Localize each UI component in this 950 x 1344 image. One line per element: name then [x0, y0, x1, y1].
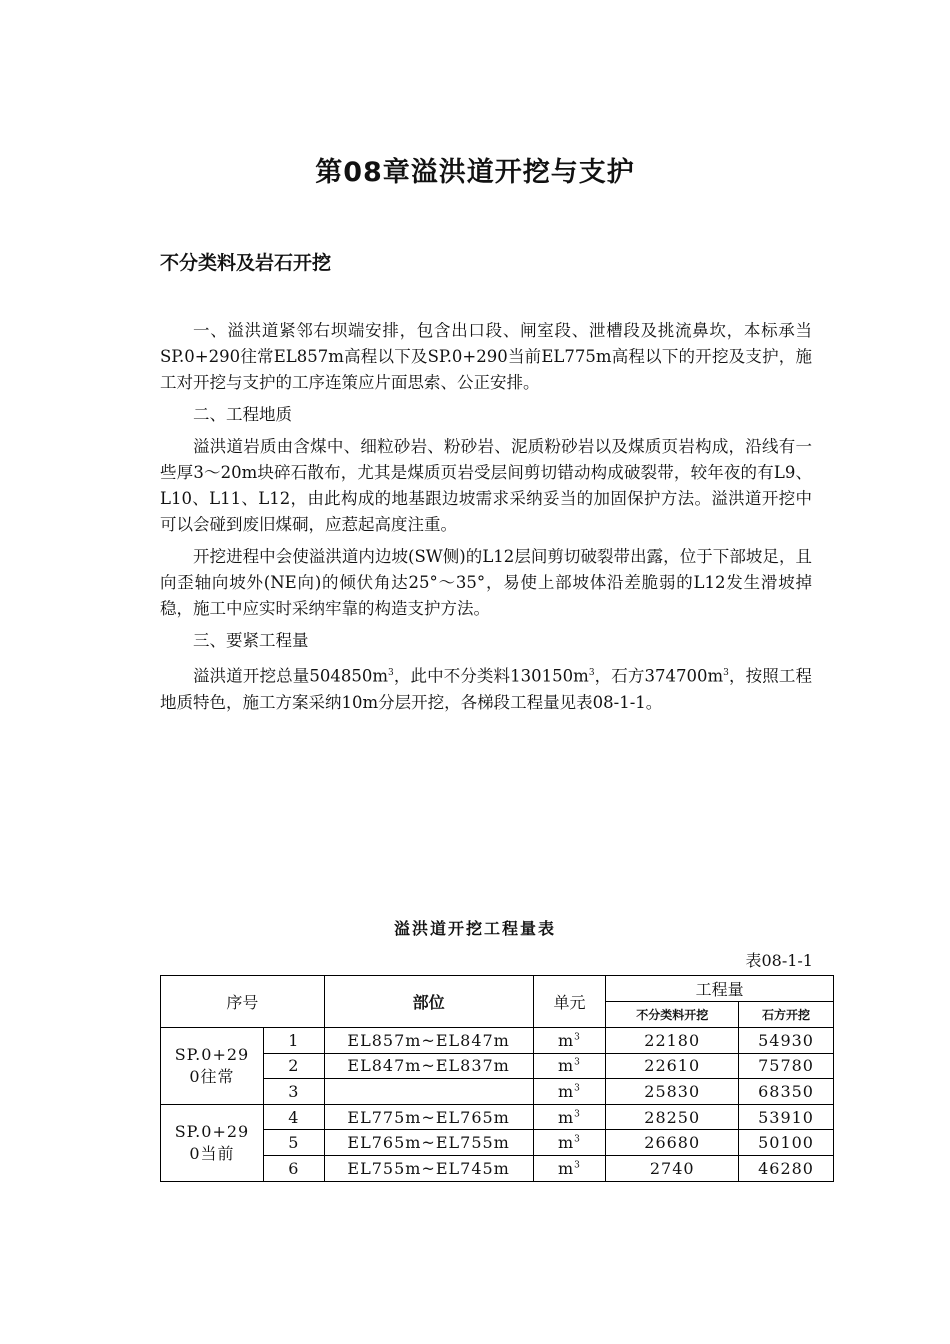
paragraph-quantity-heading: 三、要紧工程量 [193, 631, 309, 650]
quantity-table [160, 975, 834, 1182]
header-rock: 石方开挖 [739, 1002, 834, 1028]
cell-rock: 53910 [739, 1104, 834, 1130]
cell-unit: $m^3$ [533, 1155, 606, 1181]
cell-location: EL847m~EL837m [324, 1053, 533, 1079]
cell-location: EL765m~EL755m [324, 1130, 533, 1156]
header-soil: 不分类料开挖 [606, 1002, 739, 1028]
cell-no: 2 [263, 1053, 324, 1079]
paragraph-geology: 溢洪道岩质由含煤中、细粒砂岩、粉砂岩、泥质粉砂岩以及煤质页岩构成，沿线有一些厚3～20m块碎石散布，尤其是煤质页岩受层间剪切错动构成破裂带，较年夜的有L9、L10、L11、L12，由此构成的地基跟边坡需求采纳妥当的加固保护方法。溢洪道开挖中可以会碰到废旧煤硐，应惹起高度注重。 [160, 437, 812, 534]
body-text [160, 318, 812, 716]
section-heading: 不分类料及岩石开挖 [160, 252, 332, 274]
cell-rock: 50100 [739, 1130, 834, 1156]
cell-location [324, 1079, 533, 1105]
group-label: SP.0+29 0往常 [161, 1028, 264, 1105]
paragraph-excavation-risk: 开挖进程中会使溢洪道内边坡(SW侧)的L12层间剪切破裂带出露，位于下部坡足，且向歪轴向坡外(NE向)的倾伏角达25°～35°，易使上部坡体沿差脆弱的L12发生滑坡掉稳，施工中应实时采纳牢靠的构造支护方法。 [160, 547, 812, 618]
table-row [161, 1028, 834, 1054]
header-unit: 单元 [533, 976, 606, 1028]
group-label: SP.0+29 0当前 [161, 1104, 264, 1181]
table-number: 表08-1-1 [745, 951, 813, 970]
cell-location: EL857m~EL847m [324, 1028, 533, 1054]
cell-no: 4 [263, 1104, 324, 1130]
table-header-row [161, 976, 834, 1002]
cell-unit: $m^3$ [533, 1079, 606, 1105]
cell-unit: $m^3$ [533, 1028, 606, 1054]
cell-unit: $m^3$ [533, 1104, 606, 1130]
cell-soil: 22180 [606, 1028, 739, 1054]
cell-no: 5 [263, 1130, 324, 1156]
chapter-title: 第08章溢洪道开挖与支护 [315, 157, 635, 188]
table-title: 溢洪道开挖工程量表 [393, 919, 556, 938]
cell-no: 1 [263, 1028, 324, 1054]
cell-no: 6 [263, 1155, 324, 1181]
cell-no: 3 [263, 1079, 324, 1105]
cell-unit: $m^3$ [533, 1053, 606, 1079]
cell-soil: 26680 [606, 1130, 739, 1156]
cell-location: EL755m~EL745m [324, 1155, 533, 1181]
cell-soil: 22610 [606, 1053, 739, 1079]
header-quantity: 工程量 [606, 976, 834, 1002]
cell-rock: 54930 [739, 1028, 834, 1054]
cell-rock: 46280 [739, 1155, 834, 1181]
header-location: 部位 [324, 976, 533, 1028]
cell-soil: 2740 [606, 1155, 739, 1181]
table-row [161, 1104, 834, 1130]
cell-soil: 28250 [606, 1104, 739, 1130]
paragraph-quantity: 溢洪道开挖总量$504850m^3$，此中不分类料$130150m^3$，石方$374700m^3$，按照工程地质特色，施工方案采纳10m分层开挖，各梯段工程量见表08-1-1。 [160, 666, 813, 712]
header-seq: 序号 [161, 976, 325, 1028]
cell-rock: 68350 [739, 1079, 834, 1105]
paragraph-overview: 一、溢洪道紧邻右坝端安排，包含出口段、闸室段、泄槽段及挑流鼻坎，本标承当SP.0+290往常EL857m高程以下及SP.0+290当前EL775m高程以下的开挖及支护，施工对开挖与支护的工序连策应片面思索、公正安排。 [160, 321, 812, 392]
paragraph-geology-heading: 二、工程地质 [193, 405, 292, 424]
cell-unit: $m^3$ [533, 1130, 606, 1156]
cell-soil: 25830 [606, 1079, 739, 1105]
cell-rock: 75780 [739, 1053, 834, 1079]
cell-location: EL775m~EL765m [324, 1104, 533, 1130]
